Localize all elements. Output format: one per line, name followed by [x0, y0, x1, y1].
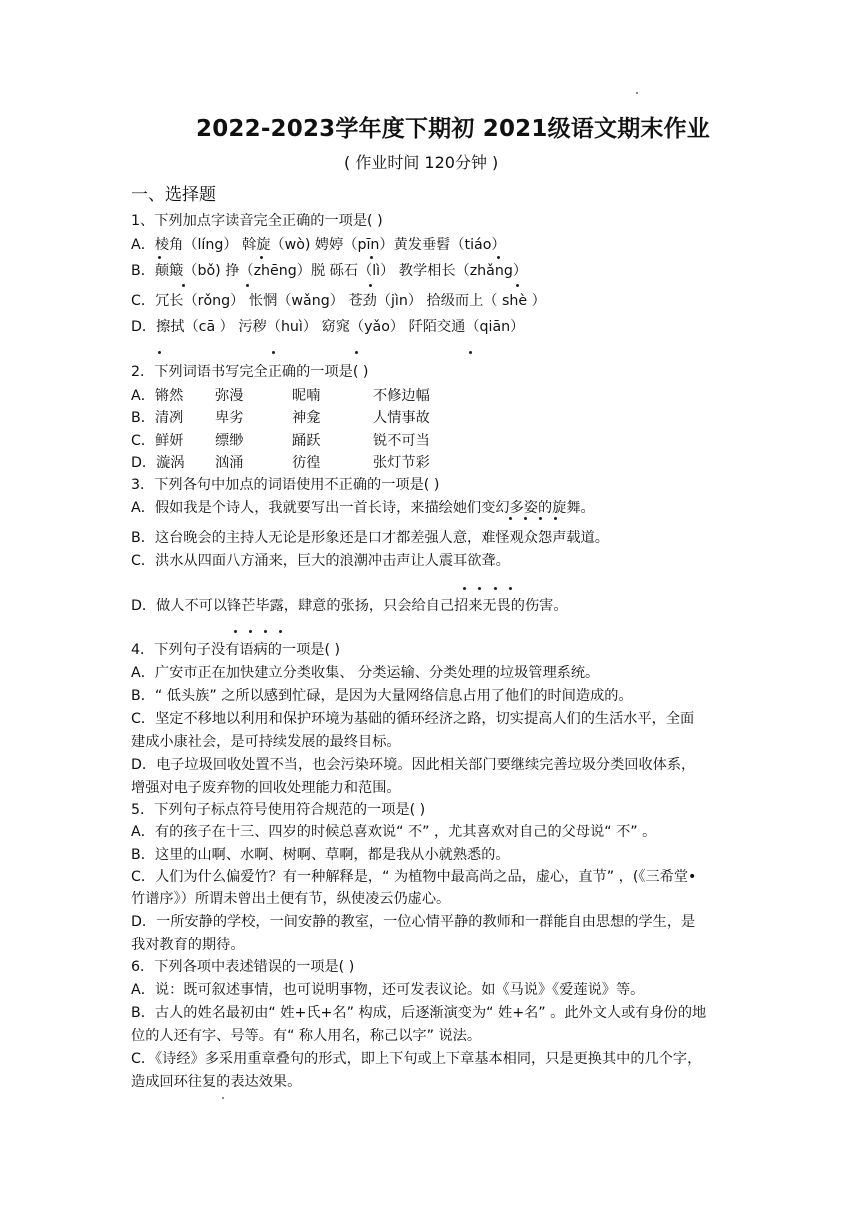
q2-option-b-word-4: 人情事故: [373, 410, 430, 426]
emphasis-dot: [272, 351, 275, 354]
emphasis-dot: [509, 517, 512, 520]
question-1-option-b: B．颠簸（bǒ) 挣（zhēng）脱 砾石（lì） 教学相长（zhǎng）: [131, 263, 528, 279]
q2-option-b-word-2: 卑劣: [215, 410, 244, 426]
emphasis-dot: [246, 284, 249, 287]
emphasis-dot: [469, 351, 472, 354]
question-5-option-c-line-2: 竹谱序》）所谓未曾出土便有节，纵使凌云仍虚心。: [131, 891, 451, 907]
emphasis-dot: [539, 517, 542, 520]
question-4-option-c-line-2: 建成小康社会，是可持续发展的最终目标。: [131, 734, 401, 750]
emphasis-dot: [370, 256, 373, 259]
emphasis-dot: [260, 256, 263, 259]
emphasis-dot: [463, 587, 466, 590]
question-6-option-b-line-2: 位的人还有字、号等。有“ 称人用名，称己以字” 说法。: [131, 1028, 482, 1044]
question-4-stem: 4．下列句子没有语病的一项是( ): [131, 642, 341, 658]
emphasis-dot: [497, 256, 500, 259]
q2-option-b-word-3: 神龛: [292, 410, 321, 426]
emphasis-dot: [554, 517, 557, 520]
emphasis-dot: [478, 587, 481, 590]
q2-option-c-word-4: 锐不可当: [373, 433, 430, 449]
emphasis-dot: [494, 587, 497, 590]
q2-option-a-word-2: 弥漫: [215, 388, 244, 404]
emphasis-dot: [182, 284, 185, 287]
section-heading: 一、选择题: [131, 185, 216, 205]
emphasis-dot: [264, 630, 267, 633]
question-6-option-a: A．说：既可叙述事情，也可说明事物，还可发表议论。如《马说》《爱莲说》等。: [131, 982, 645, 998]
emphasis-dot: [509, 587, 512, 590]
emphasis-dot: [158, 351, 161, 354]
q2-option-c-word-1: C．鲜妍: [131, 433, 184, 449]
question-3-option-d: D．做人不可以锋芒毕露，肆意的张扬，只会给自己招来无畏的伤害。: [131, 598, 568, 614]
emphasis-dot: [369, 284, 372, 287]
emphasis-dot: [524, 517, 527, 520]
q2-option-d-word-4: 张灯节彩: [373, 455, 430, 471]
q2-option-c-word-2: 缥缈: [215, 433, 244, 449]
question-5-stem: 5．下列句子标点符号使用符合规范的一项是( ): [131, 802, 426, 818]
question-1-option-a: A．棱角（líng） 斡旋（wò) 娉婷（pīn）黄发垂髫（tiáo）: [131, 237, 506, 253]
question-3-option-b: B．这台晚会的主持人无论是形象还是口才都差强人意，难怪观众怨声载道。: [131, 530, 609, 546]
question-4-option-d-line-1: D．电子垃圾回收处置不当，也会污染环境。因此相关部门要继续完善垃圾分类回收体系，: [131, 757, 696, 773]
q2-option-a-word-3: 昵喃: [292, 388, 321, 404]
question-5-option-a: A．有的孩子在十三、四岁的时候总喜欢说“ 不” ，尤其喜欢对自己的父母说“ 不” 。: [131, 824, 657, 840]
question-1-stem: 1、下列加点字读音完全正确的一项是( ): [131, 213, 383, 229]
q2-option-d-word-1: D．漩涡: [131, 455, 185, 471]
question-3-option-c: C．洪水从四面八方涌来，巨大的浪潮冲击声让人震耳欲聋。: [131, 553, 510, 569]
question-5-option-d-line-1: D．一所安静的学校，一间安静的教室，一位心情平静的教师和一群能自由思想的学生，是: [131, 914, 696, 930]
question-4-option-b: B．“ 低头族” 之所以感到忙碌，是因为大量网络信息占用了他们的时间造成的。: [131, 688, 633, 704]
scan-speck: [222, 1097, 224, 1099]
question-6-option-c-line-2: 造成回环往复的表达效果。: [131, 1074, 302, 1090]
emphasis-dot: [516, 284, 519, 287]
question-5-option-c-line-1: C．人们为什么偏爱竹？有一种解释是，“ 为植物中最高尚之品，虚心，直节” ，(《三希堂•: [131, 869, 697, 885]
q2-option-d-word-2: 汹涌: [215, 455, 244, 471]
scan-speck: [636, 92, 638, 94]
question-4-option-d-line-2: 增强对电子废弃物的回收处理能力和范围。: [131, 780, 401, 796]
question-1-option-c: C．冗长（rǒng） 怅惘（wǎng） 苍劲（jìn） 拾级而上（ shè ）: [131, 293, 546, 309]
question-3-stem: 3．下列各句中加点的词语使用不正确的一项是( ): [131, 477, 440, 493]
emphasis-dot: [355, 351, 358, 354]
question-3-option-a: A．假如我是个诗人，我就要写出一首长诗，来描绘她们变幻多姿的旋舞。: [131, 500, 595, 516]
question-6-stem: 6．下列各项中表述错误的一项是( ): [131, 959, 355, 975]
q2-option-d-word-3: 彷徨: [292, 455, 321, 471]
question-6-option-c-line-1: C．《诗经》多采用重章叠句的形式，即上下句或上下章基本相同，只是更换其中的几个字，: [131, 1051, 702, 1067]
emphasis-dot: [279, 630, 282, 633]
page-title: 2022-2023学年度下期初 2021级语文期末作业: [196, 116, 710, 142]
page-subtitle: ( 作业时间 120分钟 ): [344, 153, 499, 172]
emphasis-dot: [158, 256, 161, 259]
question-4-option-c-line-1: C．坚定不移地以利用和保护环境为基础的循环经济之路，切实提高人们的生活水平，全面: [131, 711, 695, 727]
question-5-option-d-line-2: 我对教育的期待。: [131, 937, 245, 953]
emphasis-dot: [234, 630, 237, 633]
question-6-option-b-line-1: B．古人的姓名最初由“ 姓+氏+名” 构成，后逐渐演变为“ 姓+名” 。此外文人或有身份的地: [131, 1005, 707, 1021]
q2-option-a-word-4: 不修边幅: [373, 388, 430, 404]
question-1-option-d: D．擦拭（cā ） 污秽（huì） 窈窕（yǎo） 阡陌交通（qiān）: [131, 319, 525, 335]
q2-option-b-word-1: B．清冽: [131, 410, 184, 426]
q2-option-a-word-1: A．锵然: [131, 388, 184, 404]
question-5-option-b: B．这里的山啊、水啊、树啊、草啊，都是我从小就熟悉的。: [131, 847, 510, 863]
question-2-stem: 2．下列词语书写完全正确的一项是( ): [131, 364, 369, 380]
question-4-option-a: A．广安市正在加快建立分类收集、 分类运输、分类处理的垃圾管理系统。: [131, 665, 600, 681]
q2-option-c-word-3: 踊跃: [292, 433, 321, 449]
emphasis-dot: [249, 630, 252, 633]
